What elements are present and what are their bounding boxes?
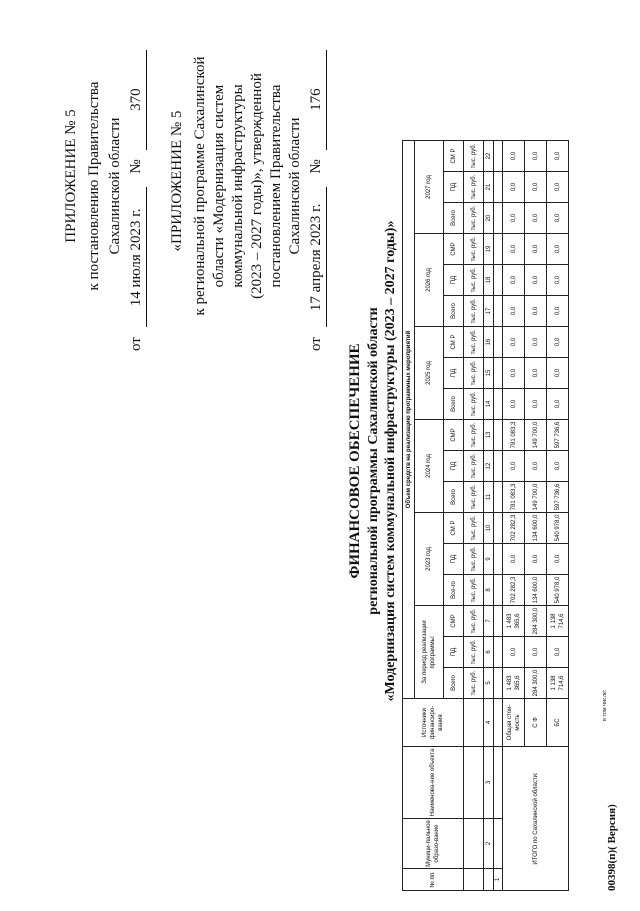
appendix-1-block xyxy=(62,21,147,351)
value-cell: 134 600,0 xyxy=(525,513,547,544)
value-cell: 0,0 xyxy=(503,637,525,668)
appendix-2-title: «ПРИЛОЖЕНИЕ № 5 xyxy=(169,110,185,252)
value-cell: 781 083,3 xyxy=(503,482,525,513)
unit-cell: тыс. руб. xyxy=(464,141,484,172)
sub-smr-header: СМ Р xyxy=(444,513,464,544)
unit-cell: тыс. руб. xyxy=(464,420,484,451)
unit-cell: тыс. руб. xyxy=(464,234,484,265)
value-cell: 0,0 xyxy=(547,172,569,203)
sub-pd-header: ПД xyxy=(444,637,464,668)
finance-table-wrap xyxy=(402,140,608,891)
col-number-8: 8 xyxy=(484,575,494,606)
unit-cell: тыс. руб. xyxy=(464,172,484,203)
col-number-7: 7 xyxy=(484,606,494,637)
value-cell: 540 978,0 xyxy=(547,575,569,606)
unit-cell: тыс. руб. xyxy=(464,296,484,327)
document-heading xyxy=(346,161,399,761)
value-cell: 0,0 xyxy=(525,389,547,420)
unit-cell: тыс. руб. xyxy=(464,668,484,699)
total-label: ИТОГО по Сахалинской области: xyxy=(503,747,569,891)
value-cell: 0,0 xyxy=(525,203,547,234)
value-cell: 0,0 xyxy=(547,265,569,296)
value-cell: 0,0 xyxy=(525,544,547,575)
sub-pd-header: ПД xyxy=(444,172,464,203)
value-cell: 0,0 xyxy=(525,141,547,172)
year-2024-header: 2024 год xyxy=(415,420,444,513)
col-number-9: 9 xyxy=(484,544,494,575)
from-label: от xyxy=(128,337,144,351)
sub-smr-header: СМ Р xyxy=(444,327,464,358)
appendix-2-date: 17 апреля 2023 г. xyxy=(307,187,327,327)
year-2025-header: 2025 год xyxy=(415,327,444,420)
col-number-12: 12 xyxy=(484,451,494,482)
value-cell: 0,0 xyxy=(503,389,525,420)
sub-smr-header: СМР xyxy=(444,234,464,265)
sub-pd-header: ПД xyxy=(444,265,464,296)
value-cell: 0,0 xyxy=(547,637,569,668)
unit-row xyxy=(464,141,484,891)
sub-pd-header: ПД xyxy=(444,358,464,389)
value-cell: 702 282,3 xyxy=(503,513,525,544)
appendix-1-line1: к постановлению Правительства xyxy=(86,81,102,291)
value-cell: 0,0 xyxy=(503,327,525,358)
value-cell: 0,0 xyxy=(503,544,525,575)
value-cell: 597 736,6 xyxy=(547,420,569,451)
sub-total-header: Всего xyxy=(444,668,464,699)
value-cell: 0,0 xyxy=(503,358,525,389)
col-number-1-empty xyxy=(484,869,494,891)
finance-table xyxy=(402,140,569,891)
sub-total-header: Всего xyxy=(444,389,464,420)
value-cell: 0,0 xyxy=(525,234,547,265)
value-cell: 781 083,3 xyxy=(503,420,525,451)
number-sign: № xyxy=(128,159,144,174)
source-label: С Ф xyxy=(525,699,547,747)
sub-smr-header: СМР xyxy=(444,420,464,451)
unit-cell: тыс. руб. xyxy=(464,451,484,482)
col-number-20: 20 xyxy=(484,203,494,234)
col-object-header: Наименова-ние объекта xyxy=(403,747,464,819)
value-cell: 540 978,0 xyxy=(547,513,569,544)
value-cell: 284 300,0 xyxy=(525,606,547,637)
column-number-row xyxy=(484,141,494,891)
unit-cell: тыс. руб. xyxy=(464,575,484,606)
value-cell: 0,0 xyxy=(547,203,569,234)
unit-cell: тыс. руб. xyxy=(464,637,484,668)
appendix-2-line-3: коммунальной инфраструктуры xyxy=(230,84,246,288)
table-row xyxy=(503,141,525,891)
unit-cell: тыс. руб. xyxy=(464,203,484,234)
including-label: в том числе: xyxy=(602,689,608,721)
col-number-16: 16 xyxy=(484,327,494,358)
appendix-1-title: ПРИЛОЖЕНИЕ № 5 xyxy=(63,109,79,243)
value-cell: 702 282,3 xyxy=(503,575,525,606)
col-number-18: 18 xyxy=(484,265,494,296)
value-cell: 1 138 714,6 xyxy=(547,606,569,637)
value-cell: 1 483 365,6 xyxy=(503,606,525,637)
value-cell: 149 700,0 xyxy=(525,482,547,513)
year-2026-header: 2026 год xyxy=(415,234,444,327)
year-2023-header: 2023 год xyxy=(415,513,444,606)
from-label: от xyxy=(308,337,324,351)
blank-row xyxy=(494,141,503,891)
value-cell: 0,0 xyxy=(547,451,569,482)
appendix-2-number: 176 xyxy=(307,50,327,150)
appendix-2-date-row xyxy=(307,21,327,351)
unit-cell: тыс. руб. xyxy=(464,389,484,420)
value-cell: 0,0 xyxy=(503,141,525,172)
sub-smr-header: СМР xyxy=(444,606,464,637)
col-number-19: 19 xyxy=(484,234,494,265)
col-number-3: 3 xyxy=(484,747,494,819)
col-number-6: 6 xyxy=(484,637,494,668)
source-label: Общая стои-мость xyxy=(503,699,525,747)
value-cell: 0,0 xyxy=(547,141,569,172)
value-cell: 284 300,0 xyxy=(525,668,547,699)
sub-pd-header: ПД xyxy=(444,544,464,575)
value-cell: 149 700,0 xyxy=(525,420,547,451)
unit-cell: тыс. руб. xyxy=(464,482,484,513)
appendix-2-line-4: (2023 – 2027 годы)», утвержденной xyxy=(249,73,265,299)
source-label: БС xyxy=(547,699,569,747)
col-number-22: 22 xyxy=(484,141,494,172)
value-cell: 0,0 xyxy=(547,234,569,265)
value-cell: 1 483 365,6 xyxy=(503,668,525,699)
col-number-17: 17 xyxy=(484,296,494,327)
heading-line-1: ФИНАНСОВОЕ ОБЕСПЕЧЕНИЕ xyxy=(347,343,363,579)
appendix-1-date-row xyxy=(127,21,147,351)
col-municipality-header: Муници-пальное образо-вание xyxy=(403,819,464,869)
sub-total-header: Всего xyxy=(444,482,464,513)
col-source-header: Источники финансиро-вания xyxy=(403,699,464,747)
col-number-5: 5 xyxy=(484,668,494,699)
col-number-15: 15 xyxy=(484,358,494,389)
sub-total-header: Всего xyxy=(444,203,464,234)
unit-cell: тыс. руб. xyxy=(464,358,484,389)
value-cell: 1 138 714,6 xyxy=(547,668,569,699)
col-number-21: 21 xyxy=(484,172,494,203)
value-cell: 0,0 xyxy=(525,265,547,296)
appendix-2-line-2: области «Модернизация систем xyxy=(211,84,227,288)
appendix-2-block xyxy=(168,21,327,351)
col-number-13: 13 xyxy=(484,420,494,451)
appendix-1-line2: Сахалинской области xyxy=(107,117,123,255)
col-number-2: 2 xyxy=(484,819,494,869)
heading-line-2: региональной программы Сахалинской области xyxy=(366,307,381,615)
sub-total-header: Все-го xyxy=(444,575,464,606)
value-cell: 0,0 xyxy=(503,234,525,265)
appendix-1-number: 370 xyxy=(127,50,147,150)
appendix-2-line-6: Сахалинской области xyxy=(287,117,303,255)
year-2027-header: 2027 год xyxy=(415,141,444,234)
appendix-2-line-5: постановлением Правительства xyxy=(268,84,284,288)
value-cell: 0,0 xyxy=(503,203,525,234)
value-cell: 0,0 xyxy=(525,358,547,389)
value-cell: 0,0 xyxy=(547,327,569,358)
unit-cell: тыс. руб. xyxy=(464,327,484,358)
value-cell: 597 736,6 xyxy=(547,482,569,513)
value-cell: 0,0 xyxy=(503,451,525,482)
value-cell: 0,0 xyxy=(525,637,547,668)
value-cell: 0,0 xyxy=(525,172,547,203)
unit-cell: тыс. руб. xyxy=(464,513,484,544)
sub-smr-header: СМ Р xyxy=(444,141,464,172)
col-number-1: 1 xyxy=(494,869,503,891)
col-number-14: 14 xyxy=(484,389,494,420)
value-cell: 0,0 xyxy=(525,296,547,327)
group-volume-header: Объем средств на реализацию программных мероприятий xyxy=(403,141,415,699)
heading-line-3: «Модернизация систем коммунальной инфраструктуры (2023 – 2027 годы)» xyxy=(383,220,398,702)
col-no-header: № пп. xyxy=(403,869,464,891)
unit-cell: тыс. руб. xyxy=(464,544,484,575)
sub-pd-header: ПД xyxy=(444,451,464,482)
value-cell: 0,0 xyxy=(547,358,569,389)
value-cell: 0,0 xyxy=(547,389,569,420)
value-cell: 0,0 xyxy=(547,296,569,327)
value-cell: 0,0 xyxy=(525,451,547,482)
col-number-4: 4 xyxy=(484,699,494,747)
col-number-11: 11 xyxy=(484,482,494,513)
value-cell: 0,0 xyxy=(503,172,525,203)
col-number-10: 10 xyxy=(484,513,494,544)
appendix-2-line-1: к региональной программе Сахалинской xyxy=(192,56,208,316)
value-cell: 134 600,0 xyxy=(525,575,547,606)
document-footer-code: 00398(п)( Версия) xyxy=(606,804,618,891)
number-sign: № xyxy=(308,159,324,174)
value-cell: 0,0 xyxy=(503,296,525,327)
value-cell: 0,0 xyxy=(547,544,569,575)
unit-cell: тыс. руб. xyxy=(464,265,484,296)
unit-cell: тыс. руб. xyxy=(464,606,484,637)
value-cell: 0,0 xyxy=(525,327,547,358)
appendix-1-date: 14 июля 2023 г. xyxy=(127,187,147,327)
value-cell: 0,0 xyxy=(503,265,525,296)
period-header: За период реализации программы: xyxy=(415,606,444,699)
sub-total-header: Всего xyxy=(444,296,464,327)
